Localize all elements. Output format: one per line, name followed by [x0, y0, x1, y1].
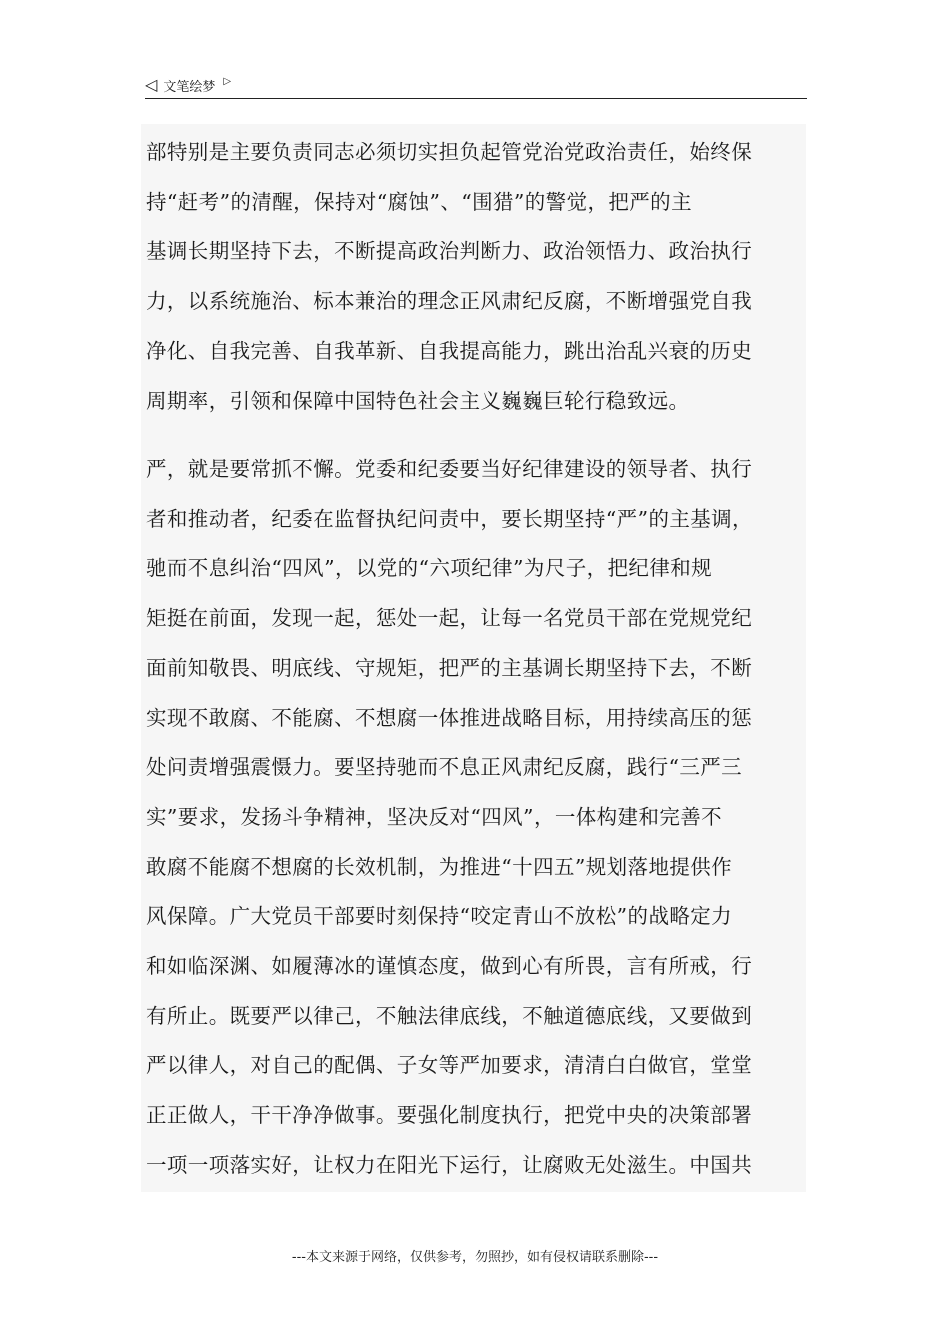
- document-body: [141, 124, 806, 1192]
- page-header: [145, 72, 807, 99]
- paragraph-line: 正正做人，干干净净做事。要强化制度执行，把党中央的决策部署: [146, 1103, 753, 1128]
- paragraph-line: 持“赶考”的清醒，保持对“腐蚀”、“围猎”的警觉，把严的主: [146, 189, 692, 214]
- paragraph-line: 力，以系统施治、标本兼治的理念正风肃纪反腐，不断增强党自我: [146, 289, 753, 314]
- paragraph-line: 者和推动者，纪委在监督执纪问责中，要长期坚持“严”的主基调，: [146, 506, 753, 531]
- paragraph-line: 矩挺在前面，发现一起，惩处一起，让每一名党员干部在党规党纪: [146, 606, 753, 631]
- paragraph-line: 驰而不息纠治“四风”，以党的“六项纪律”为尺子，把纪律和规: [146, 556, 713, 581]
- header-brand: 文笔绘梦: [163, 79, 216, 95]
- paragraph-line: 有所止。既要严以律己，不触法律底线，不触道德底线，又要做到: [146, 1003, 753, 1028]
- paragraph-line: 周期率，引领和保障中国特色社会主义巍巍巨轮行稳致远。: [146, 388, 690, 413]
- paragraph-line: 面前知敬畏、明底线、守规矩，把严的主基调长期坚持下去，不断: [146, 655, 753, 680]
- triangle-right-icon: ▷: [223, 75, 232, 87]
- paragraph-line: 净化、自我完善、自我革新、自我提高能力，跳出治乱兴衰的历史: [146, 338, 753, 363]
- paragraph-1: [146, 128, 798, 426]
- triangle-left-icon: ◁: [145, 75, 158, 94]
- paragraph-line: 实现不敢腐、不能腐、不想腐一体推进战略目标，用持续高压的惩: [146, 705, 753, 730]
- paragraph-line: 敢腐不能腐不想腐的长效机制，为推进“十四五”规划落地提供作: [146, 854, 733, 879]
- page-footer: ---本文来源于网络，仅供参考，勿照抄，如有侵权请联系删除---: [291, 1250, 659, 1265]
- paragraph-line: 风保障。广大党员干部要时刻保持“咬定青山不放松”的战略定力: [146, 904, 733, 929]
- paragraph-line: 一项一项落实好，让权力在阳光下运行，让腐败无处滋生。中国共: [146, 1152, 753, 1177]
- paragraph-line: 处问责增强震慑力。要坚持驰而不息正风肃纪反腐，践行“三严三: [146, 755, 743, 780]
- paragraph-line: 和如临深渊、如履薄冰的谨慎态度，做到心有所畏，言有所戒，行: [146, 954, 753, 979]
- paragraph-line: 部特别是主要负责同志必须切实担负起管党治党政治责任，始终保: [146, 140, 753, 164]
- paragraph-line: 实”要求，发扬斗争精神，坚决反对“四风”，一体构建和完善不: [146, 804, 723, 829]
- paragraph-line: 严，就是要常抓不懈。党委和纪委要当好纪律建设的领导者、执行: [146, 457, 753, 481]
- paragraph-2: [146, 445, 798, 1191]
- paragraph-line: 基调长期坚持下去，不断提高政治判断力、政治领悟力、政治执行: [146, 239, 753, 264]
- paragraph-line: 严以律人，对自己的配偶、子女等严加要求，清清白白做官，堂堂: [146, 1053, 753, 1078]
